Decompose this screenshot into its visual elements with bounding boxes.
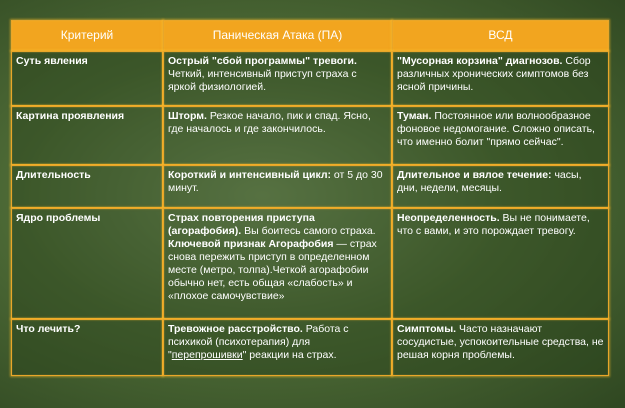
header-vsd: ВСД: [392, 20, 609, 51]
cell-vsd-essence-text: Сбор различных хронических симптомов без ясной причины.: [397, 55, 591, 93]
cell-vsd-duration-bold: Длительное и вялое течение:: [397, 169, 552, 181]
header-criterion: Критерий: [11, 20, 163, 51]
cell-pa-treatment-text2: " реакции на страх.: [242, 349, 337, 361]
cell-vsd-duration: [392, 165, 609, 208]
cell-pa-treatment-bold: Тревожное расстройство.: [168, 323, 303, 335]
row-label-core: Ядро проблемы: [11, 208, 163, 319]
cell-pa-treatment: [163, 319, 392, 376]
row-label-duration: Длительность: [11, 165, 163, 208]
comparison-table: [11, 20, 609, 376]
cell-pa-duration-bold: Короткий и интенсивный цикл:: [168, 169, 331, 181]
cell-vsd-treatment: [392, 319, 609, 376]
cell-vsd-manifestation: [392, 106, 609, 165]
row-label-manifestation: Картина проявления: [11, 106, 163, 165]
row-label-essence: Суть явления: [11, 51, 163, 106]
cell-pa-duration: [163, 165, 392, 208]
cell-pa-essence-text: Четкий, интенсивный приступ страха с яркой физиологией.: [168, 68, 357, 93]
cell-pa-essence-bold: Острый "сбой программы" тревоги.: [168, 55, 357, 67]
cell-vsd-essence: [392, 51, 609, 106]
cell-vsd-manifestation-bold: Туман.: [397, 110, 432, 122]
cell-vsd-core: [392, 208, 609, 319]
cell-pa-core-bold: Страх повторения приступа (агорафобия).: [168, 212, 315, 237]
row-label-treatment: Что лечить?: [11, 319, 163, 376]
cell-pa-duration-text: от 5 до 30 минут.: [168, 169, 383, 194]
cell-vsd-core-bold: Неопределенность.: [397, 212, 500, 224]
cell-vsd-manifestation-text: Постоянное или волнообразное фоновое недомогание. Сложно описать, что именно болит "прямо сейчас".: [397, 110, 595, 148]
cell-vsd-core-text: Вы не понимаете, что с вами, и это порождает тревогу.: [397, 212, 590, 237]
cell-pa-manifestation-bold: Шторм.: [168, 110, 207, 122]
cell-vsd-treatment-bold: Симптомы.: [397, 323, 457, 335]
cell-pa-core-text2: — страх снова пережить приступ в определенном месте (метро, толпа).Четкой агорафобии обычно нет, есть общая «слабость» и «плохое самочувствие»: [168, 238, 377, 302]
cell-pa-manifestation-text: Резкое начало, пик и спад. Ясно, где началось и где закончилось.: [168, 110, 371, 135]
cell-pa-core-text: Вы боитесь самого страха.: [241, 225, 376, 237]
reprogramming-link[interactable]: перепрошивки: [171, 349, 243, 361]
cell-pa-core-bold2: Ключевой признак Агорафобия: [168, 238, 334, 250]
cell-pa-manifestation: [163, 106, 392, 165]
header-panic-attack: Паническая Атака (ПА): [163, 20, 392, 51]
cell-vsd-essence-bold: "Мусорная корзина" диагнозов.: [397, 55, 563, 67]
cell-pa-treatment-text: Работа с психикой (психотерапия) для ": [168, 323, 349, 361]
cell-pa-essence: [163, 51, 392, 106]
cell-vsd-duration-text: часы, дни, недели, месяцы.: [397, 169, 582, 194]
cell-pa-core: [163, 208, 392, 319]
cell-vsd-treatment-text: Часто назначают сосудистые, успокоительные средства, не решая корня проблемы.: [397, 323, 604, 361]
